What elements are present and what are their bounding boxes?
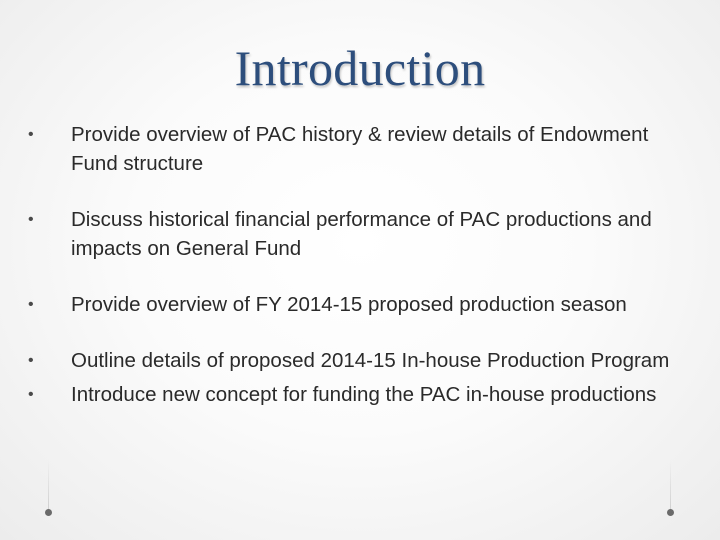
- bullet-dot-icon: •: [28, 386, 34, 403]
- decorative-dot-right-icon: [667, 509, 674, 516]
- bullet-text: Provide overview of FY 2014-15 proposed production season: [71, 293, 627, 316]
- bullet-item: [28, 290, 698, 319]
- bullet-item: [28, 346, 698, 375]
- decorative-dot-left-icon: [45, 509, 52, 516]
- bullet-dot-icon: •: [28, 211, 34, 228]
- bullet-text: Discuss historical financial performance of PAC productions and impacts on General Fund: [71, 208, 652, 260]
- bullet-item: [28, 120, 698, 178]
- bullet-text: Provide overview of PAC history & review details of Endowment Fund structure: [71, 123, 649, 175]
- bullet-dot-icon: •: [28, 296, 34, 313]
- bullet-list: [28, 120, 698, 409]
- bullet-dot-icon: •: [28, 352, 34, 369]
- bullet-item: [28, 205, 698, 263]
- slide-title: Introduction: [234, 40, 486, 96]
- decorative-line-left: [48, 460, 49, 509]
- bullet-item: [28, 380, 698, 409]
- bullet-text: Introduce new concept for funding the PAC in-house productions: [71, 383, 657, 406]
- bullet-dot-icon: •: [28, 126, 34, 143]
- decorative-line-right: [670, 460, 671, 509]
- bullet-text: Outline details of proposed 2014-15 In-house Production Program: [71, 349, 670, 372]
